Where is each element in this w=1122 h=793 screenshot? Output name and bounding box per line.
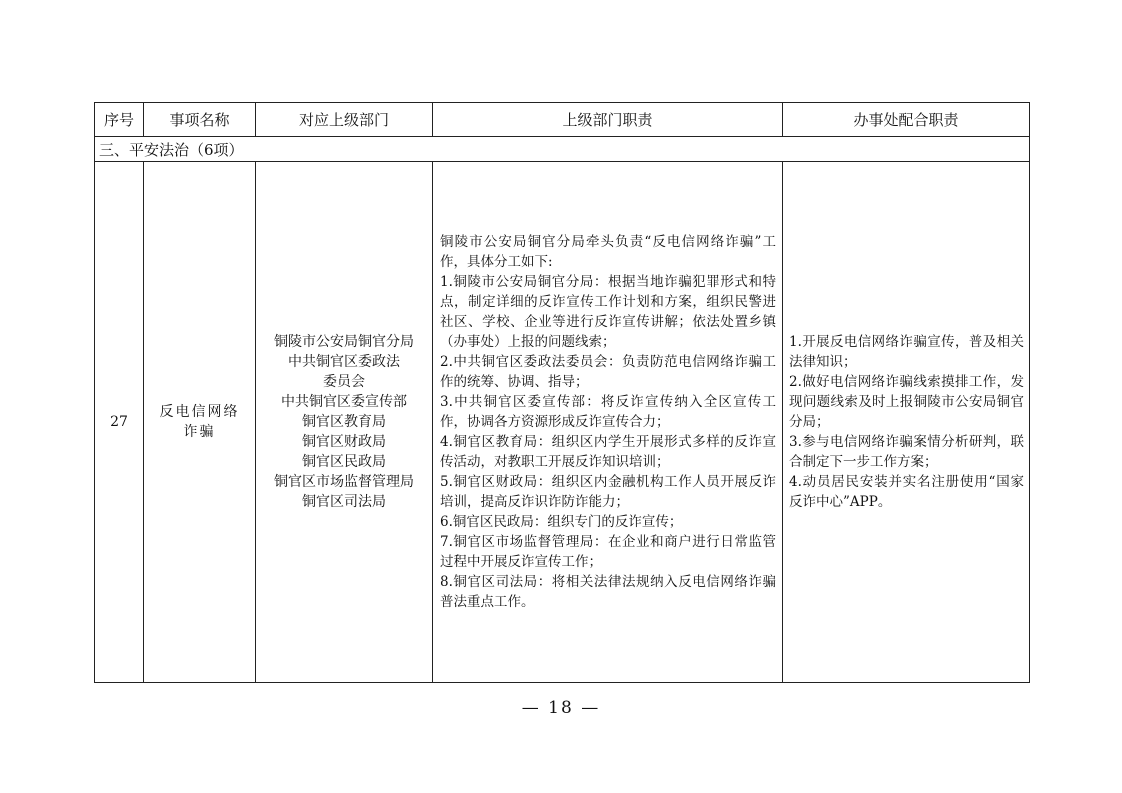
department-line: 铜官区市场监督管理局 [274, 474, 414, 490]
cooperation-paragraph: 1.开展反电信网络诈骗宣传，普及相关法律知识； [789, 334, 1024, 370]
department-line: 铜官区司法局 [302, 494, 386, 510]
table-row [95, 162, 1030, 683]
duty-paragraph: 7.铜官区市场监督管理局：在企业和商户进行日常监管过程中开展反诈宣传工作； [440, 534, 776, 570]
header-superior-duties: 上级部门职责 [433, 103, 783, 137]
section-title: 三、平安法治（6项） [95, 137, 1030, 162]
duty-paragraph: 5.铜官区财政局：组织区内金融机构工作人员开展反诈培训，提高反诈识诈防诈能力； [440, 474, 776, 510]
duty-paragraph: 铜陵市公安局铜官分局牵头负责“反电信网络诈骗”工作，具体分工如下: [440, 234, 776, 270]
cooperation-paragraph: 3.参与电信网络诈骗案情分析研判，联合制定下一步工作方案； [789, 434, 1024, 470]
row-office-cooperation [783, 162, 1030, 683]
department-line: 铜官区教育局 [302, 414, 386, 430]
cooperation-paragraph: 4.动员居民安装并实名注册使用“国家反诈中心”APP。 [789, 474, 1024, 510]
row-item-name: 反电信网络诈骗 [144, 162, 256, 683]
row-superior-duties [433, 162, 783, 683]
department-line: 委员会 [323, 374, 365, 390]
duty-paragraph: 3.中共铜官区委宣传部：将反诈宣传纳入全区宣传工作，协调各方资源形成反诈宣传合力； [440, 394, 776, 430]
duty-paragraph: 1.铜陵市公安局铜官分局：根据当地诈骗犯罪形式和特点，制定详细的反诈宣传工作计划和方案，组织民警进社区、学校、企业等进行反诈宣传讲解；依法处置乡镇（办事处）上报的问题线索； [440, 274, 776, 350]
header-superior-department: 对应上级部门 [256, 103, 433, 137]
table-header-row [95, 103, 1030, 137]
cooperation-paragraph: 2.做好电信网络诈骗线索摸排工作，发现问题线索及时上报铜陵市公安局铜官分局； [789, 374, 1024, 430]
duty-paragraph: 6.铜官区民政局：组织专门的反诈宣传； [440, 514, 683, 530]
department-line: 铜陵市公安局铜官分局 [274, 334, 414, 350]
header-item-name: 事项名称 [144, 103, 256, 137]
header-office-cooperation: 办事处配合职责 [783, 103, 1030, 137]
header-number: 序号 [95, 103, 144, 137]
duty-paragraph: 2.中共铜官区委政法委员会：负责防范电信网络诈骗工作的统筹、协调、指导； [440, 354, 776, 390]
department-line: 铜官区财政局 [302, 434, 386, 450]
row-departments [256, 162, 433, 683]
department-line: 中共铜官区委政法 [288, 354, 400, 370]
duty-paragraph: 8.铜官区司法局：将相关法律法规纳入反电信网络诈骗普法重点工作。 [440, 574, 776, 610]
page-number: — 18 — [521, 698, 601, 718]
department-line: 铜官区民政局 [302, 454, 386, 470]
department-line: 中共铜官区委宣传部 [281, 394, 407, 410]
duty-paragraph: 4.铜官区教育局：组织区内学生开展形式多样的反诈宣传活动，对教职工开展反诈知识培训； [440, 434, 776, 470]
section-row [95, 137, 1030, 162]
duty-table [94, 102, 1030, 683]
row-number: 27 [95, 162, 144, 683]
